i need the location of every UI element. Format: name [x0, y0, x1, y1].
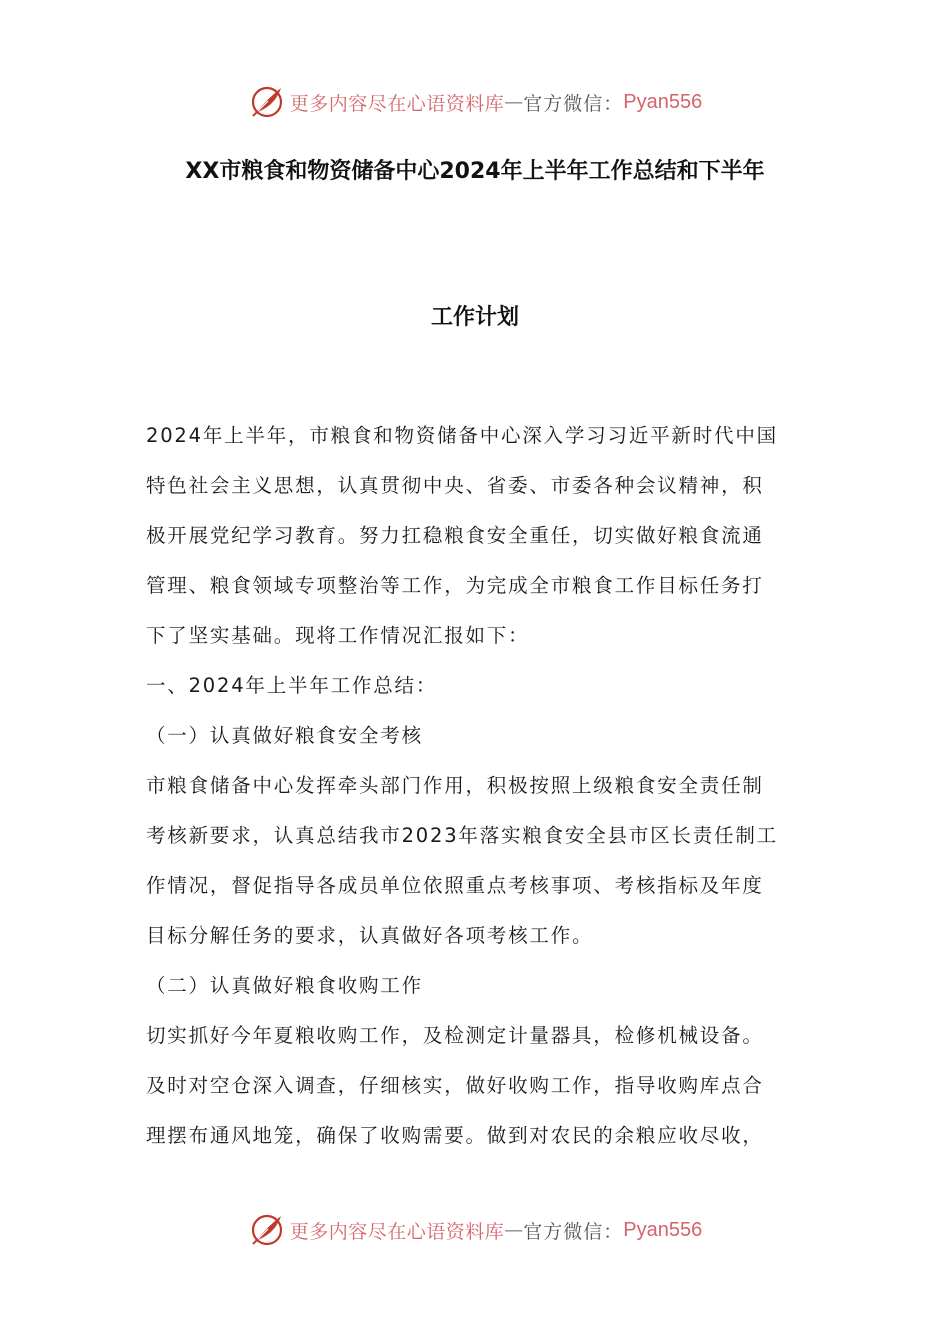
banner-separator: — — [504, 91, 524, 113]
body-line: 切实抓好今年夏粮收购工作，及检测定计量器具，检修机械设备。 — [146, 1024, 764, 1047]
body-line: 目标分解任务的要求，认真做好各项考核工作。 — [146, 924, 594, 947]
banner-main-text: 更多内容尽在心语资料库 — [289, 92, 505, 115]
body-line: 市粮食储备中心发挥牵头部门作用，积极按照上级粮食安全责任制 — [146, 774, 764, 797]
body-line: 极开展党纪学习教育。努力扛稳粮食安全重任，切实做好粮食流通 — [146, 524, 764, 547]
section-heading: 一、2024年上半年工作总结： — [146, 674, 438, 697]
header-watermark-banner — [0, 80, 950, 124]
quill-logo-icon — [248, 1211, 286, 1249]
document-title-line2: 工作计划 — [430, 305, 519, 330]
banner-separator: — — [504, 1219, 524, 1241]
banner-wechat-id: Pyan556 — [623, 90, 703, 113]
body-line: 2024年上半年，市粮食和物资储备中心深入学习习近平新时代中国 — [146, 424, 778, 447]
banner-wechat-label: 官方微信： — [523, 1220, 624, 1243]
body-line: 特色社会主义思想，认真贯彻中央、省委、市委各种会议精神，积 — [146, 474, 764, 497]
body-line: 理摆布通风地笼，确保了收购需要。做到对农民的余粮应收尽收， — [146, 1124, 764, 1147]
footer-watermark-banner — [0, 1208, 950, 1252]
subsection-heading: （二）认真做好粮食收购工作 — [146, 974, 423, 997]
banner-wechat-id: Pyan556 — [623, 1218, 703, 1241]
document-title-line1: XX市粮食和物资储备中心2024年上半年工作总结和下半年 — [185, 159, 765, 184]
banner-main-text: 更多内容尽在心语资料库 — [289, 1220, 505, 1243]
quill-logo-icon — [248, 83, 286, 121]
body-line: 管理、粮食领域专项整治等工作，为完成全市粮食工作目标任务打 — [146, 574, 764, 597]
body-line: 及时对空仓深入调查，仔细核实，做好收购工作，指导收购库点合 — [146, 1074, 764, 1097]
body-line: 作情况，督促指导各成员单位依照重点考核事项、考核指标及年度 — [146, 874, 764, 897]
body-line: 下了坚实基础。现将工作情况汇报如下： — [146, 624, 530, 647]
banner-wechat-label: 官方微信： — [523, 92, 624, 115]
body-line: 考核新要求，认真总结我市2023年落实粮食安全县市区长责任制工 — [146, 824, 778, 847]
subsection-heading: （一）认真做好粮食安全考核 — [146, 724, 423, 747]
